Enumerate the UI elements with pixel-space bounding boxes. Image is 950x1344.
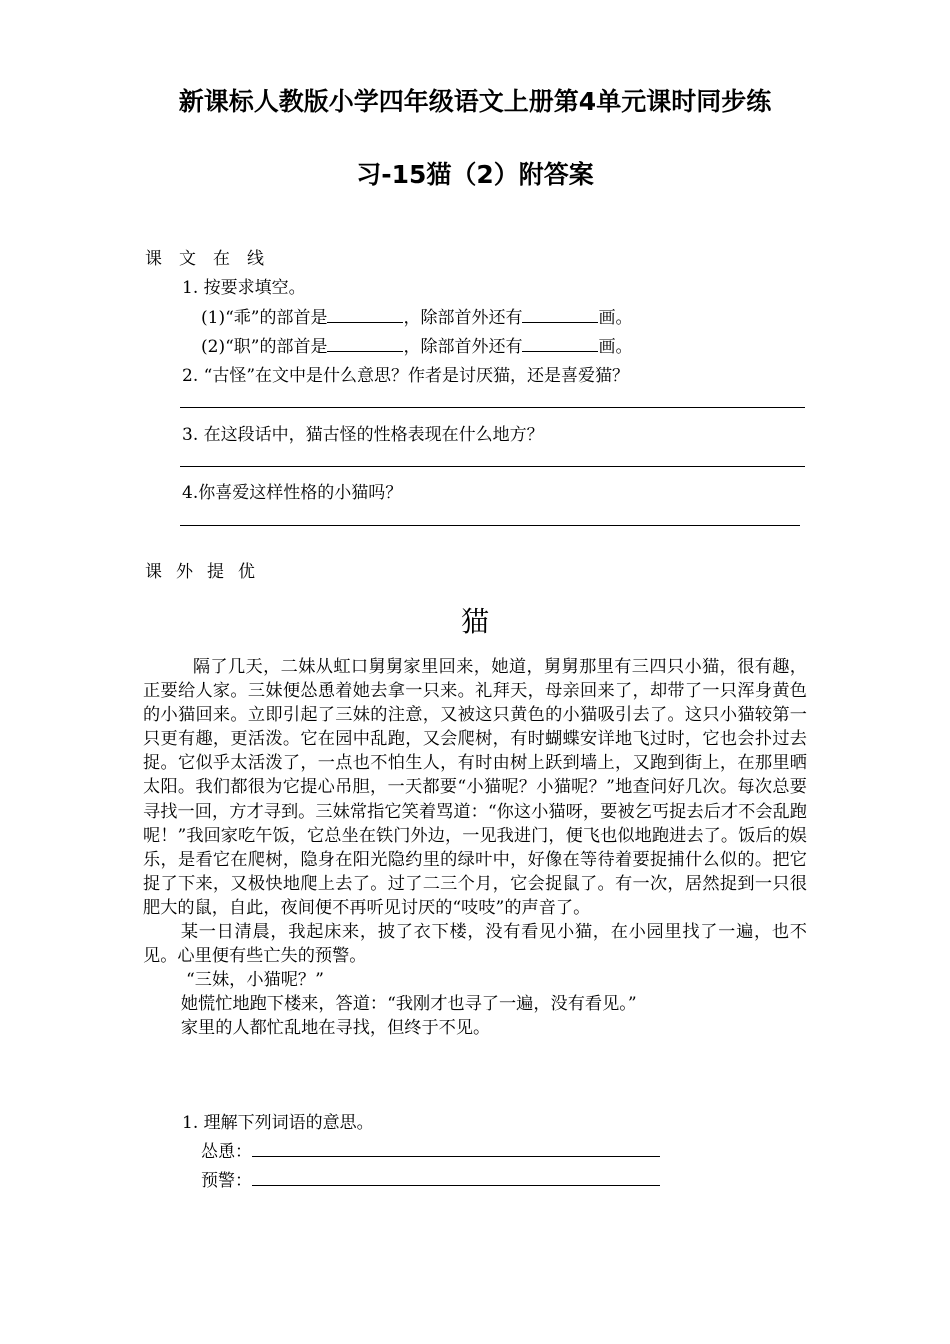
page-title-line2: 习-15猫（2）附答案	[356, 160, 594, 189]
sub1-text-b: ，除部首外还有	[403, 308, 523, 328]
story-paragraph-4: 她慌忙地跑下楼来，答道：“我刚才也寻了一遍，没有看见。”	[180, 994, 637, 1015]
sub2-text-a: (2)“职”的部首是	[201, 337, 328, 357]
vocab-word-2: 预警：	[201, 1171, 252, 1191]
story-title: 猫	[460, 605, 489, 638]
story-paragraph-5: 家里的人都忙乱地在寻找，但终于不见。	[180, 1018, 491, 1039]
vocab-row-2	[201, 1166, 660, 1191]
answer-line-q4[interactable]	[180, 525, 800, 526]
section-heading-kewai: 课外提优	[145, 562, 269, 582]
story-paragraph-3: “三妹，小猫呢？”	[186, 970, 324, 991]
vocab-row-1	[201, 1137, 660, 1162]
question-3: 3. 在这段话中，猫古怪的性格表现在什么地方？	[182, 425, 544, 445]
sub2-text-c: 画。	[598, 337, 633, 357]
vocab-answer-line-2[interactable]	[252, 1170, 660, 1186]
section-heading-kewen: 课文在线	[145, 249, 281, 269]
question-1-label: 1. 按要求填空。	[182, 278, 306, 298]
story-question-1-label: 1. 理解下列词语的意思。	[182, 1113, 374, 1133]
question-4: 4.你喜爱这样性格的小猫吗？	[182, 483, 403, 503]
question-1-sub-1	[201, 303, 632, 328]
page-title-line1: 新课标人教版小学四年级语文上册第4单元课时同步练	[178, 87, 772, 116]
story-paragraph-1: 隔了几天，二妹从虹口舅舅家里回来，她道，舅舅那里有三四只小猫，很有趣，正要给人家。三妹便怂恿着她去拿一只来。礼拜天，母亲回来了，却带了一只浑身黄色的小猫回来。立即引起了三妹的注意，又被这只黄色的小猫吸引去了。这只小猫较第一只更有趣，更活泼。它在园中乱跑，又会爬树，有时蝴蝶安详地飞过时，它也会扑过去捉。它似乎太活泼了，一点也不怕生人，有时由树上跃到墙上，又跑到街上，在那里晒太阳。我们都很为它提心吊胆，一天都要“小猫呢？小猫呢？”地查问好几次。每次总要寻找一回，方才寻到。三妹常指它笑着骂道：“你这小猫呀，要被乞丐捉去后才不会乱跑呢！”我回家吃午饭，它总坐在铁门外边，一见我进门，便飞也似地跑进去了。饭后的娱乐，是看它在爬树，隐身在阳光隐约里的绿叶中，好像在等待着要捉捕什么似的。把它捉了下来，又极快地爬上去了。过了二三个月，它会捉鼠了。有一次，居然捉到一只很肥大的鼠，自此，夜间便不再听见讨厌的“吱吱”的声音了。	[143, 657, 807, 918]
blank-strokes-2[interactable]	[522, 337, 598, 352]
sub1-text-c: 画。	[598, 308, 633, 328]
blank-radical-2[interactable]	[327, 337, 403, 352]
vocab-answer-line-1[interactable]	[252, 1141, 660, 1157]
vocab-word-1: 怂恿：	[201, 1142, 252, 1162]
question-2: 2. “古怪”在文中是什么意思？作者是讨厌猫，还是喜爱猫？	[182, 366, 630, 386]
sub2-text-b: ，除部首外还有	[403, 337, 523, 357]
blank-strokes-1[interactable]	[522, 308, 598, 323]
story-paragraph-2: 某一日清晨，我起床来，披了衣下楼，没有看见小猫，在小园里找了一遍，也不见。心里便有些亡失的预警。	[143, 922, 807, 967]
answer-line-q3[interactable]	[180, 466, 805, 467]
blank-radical-1[interactable]	[327, 308, 403, 323]
answer-line-q2[interactable]	[180, 407, 805, 408]
question-1-sub-2	[201, 332, 632, 357]
story-body	[143, 655, 807, 1041]
sub1-text-a: (1)“乖”的部首是	[201, 308, 328, 328]
